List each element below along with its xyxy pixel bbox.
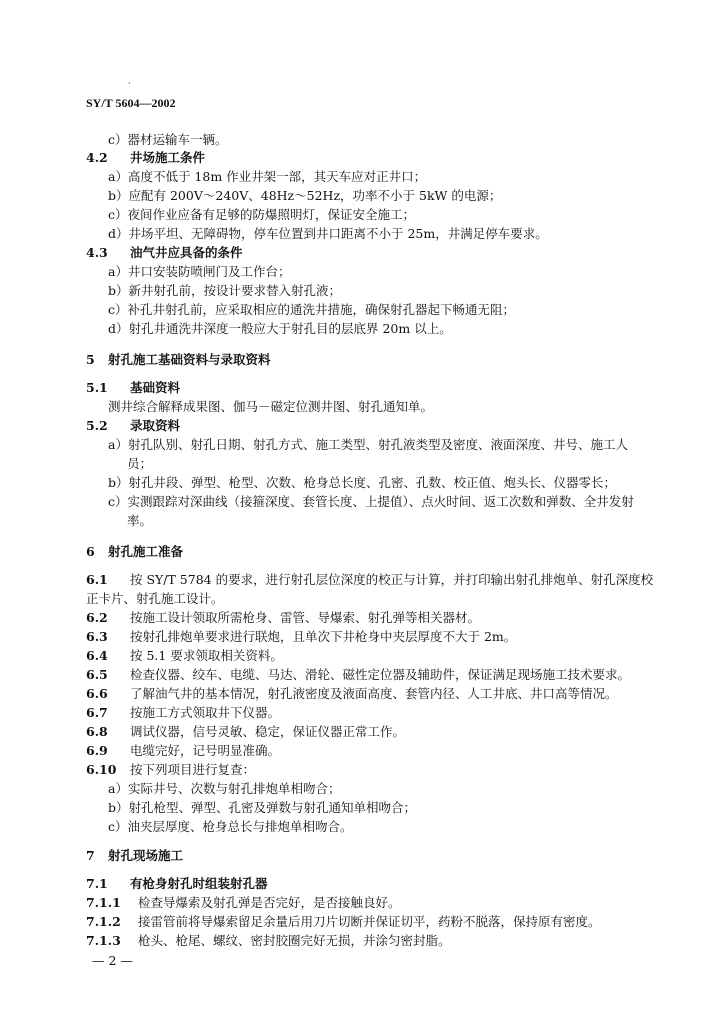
section-heading: 5.1 基础资料: [86, 380, 181, 395]
list-item: d）射孔井通洗井深度一般应大于射孔目的层底界 20m 以上。: [108, 321, 452, 336]
list-item: c）补孔井射孔前，应采取相应的通洗井措施，确保射孔器起下畅通无阻；: [108, 302, 516, 317]
paragraph-continuation: 正卡片、射孔施工设计。: [86, 591, 224, 606]
paragraph: 6.2 按施工设计领取所需枪身、雷管、导爆索、射孔弹等相关器材。: [86, 610, 481, 625]
list-item: b）射孔井段、弹型、枪型、次数、枪身总长度、孔密、孔数、校正值、炮头长、仪器零长；: [108, 475, 617, 490]
list-item: a）高度不低于 18m 作业井架一部，其天车应对正井口；: [108, 169, 427, 184]
section-heading: 4.2 井场施工条件: [86, 150, 206, 165]
list-item: b）新井射孔前，按设计要求替入射孔液；: [108, 283, 342, 298]
page-number: — 2 —: [92, 953, 133, 968]
section-heading: 5.2 录取资料: [86, 418, 181, 433]
list-item: c）实测跟踪对深曲线（接箍深度、套管长度、上提值）、点火时间、返工次数和弹数、全井发射: [108, 494, 634, 509]
section-heading: 7.1 有枪身射孔时组装射孔器: [86, 876, 268, 891]
list-item: d）井场平坦、无障碍物，停车位置到井口距离不小于 25m，井满足停车要求。: [108, 226, 548, 241]
chapter-heading: 7 射孔现场施工: [86, 848, 184, 863]
list-item: c）油夹层厚度、枪身总长与排炮单相吻合。: [108, 819, 353, 834]
scan-mark: ‘: [128, 81, 131, 90]
section-heading: 4.3 油气井应具备的条件: [86, 245, 243, 260]
paragraph: 6.9 电缆完好，记号明显准确。: [86, 743, 281, 758]
list-item: c）夜间作业应备有足够的防爆照明灯，保证安全施工；: [108, 207, 416, 222]
list-item: b）应配有 200V～240V、48Hz～52Hz，功率不小于 5kW 的电源；: [108, 188, 502, 203]
standard-number: SY/T 5604—2002: [86, 96, 176, 110]
chapter-heading: 6 射孔施工准备: [86, 544, 184, 559]
paragraph: 7.1.1 检查导爆索及射孔弹是否完好，是否接触良好。: [86, 895, 401, 910]
paragraph: 7.1.3 枪头、枪尾、螺纹、密封胶圈完好无损，并涂匀密封脂。: [86, 933, 451, 948]
paragraph: 6.10 按下列项目进行复查：: [86, 762, 256, 777]
list-item: b）射孔枪型、弹型、孔密及弹数与射孔通知单相吻合；: [108, 800, 417, 815]
paragraph: 测井综合解释成果图、伽马－磁定位测井图、射孔通知单。: [108, 399, 434, 414]
list-item: c）器材运输车一辆。: [108, 132, 228, 147]
list-item: a）实际井号、次数与射孔排炮单相吻合；: [108, 781, 341, 796]
list-item: a）井口安装防喷闸门及工作台；: [108, 264, 291, 279]
paragraph: 6.7 按施工方式领取井下仪器。: [86, 705, 281, 720]
chapter-heading: 5 射孔施工基础资料与录取资料: [86, 352, 271, 367]
paragraph: 6.4 按 5.1 要求领取相关资料。: [86, 648, 283, 663]
list-item: a）射孔队别、射孔日期、射孔方式、施工类型、射孔液类型及密度、液面深度、井号、施工人: [108, 437, 628, 452]
paragraph: 6.1 按 SY/T 5784 的要求，进行射孔层位深度的校正与计算，并打印输出射孔排炮单、射孔深度校: [86, 572, 654, 587]
paragraph: 6.5 检查仪器、绞车、电缆、马达、滑轮、磁性定位器及辅助件，保证满足现场施工技术要求。: [86, 667, 631, 682]
paragraph: 6.6 了解油气井的基本情况，射孔液密度及液面高度、套管内径、人工井底、井口高等情况。: [86, 686, 618, 701]
paragraph: 6.8 调试仪器，信号灵敏、稳定，保证仪器正常工作。: [86, 724, 406, 739]
list-item-continuation: 员；: [127, 456, 153, 471]
paragraph: 7.1.2 接雷管前将导爆索留足余量后用刀片切断并保证切平，药粉不脱落，保持原有密度。: [86, 914, 601, 929]
paragraph: 6.3 按射孔排炮单要求进行联炮，且单次下井枪身中夹层厚度不大于 2m。: [86, 629, 517, 644]
list-item-continuation: 率。: [127, 513, 153, 528]
